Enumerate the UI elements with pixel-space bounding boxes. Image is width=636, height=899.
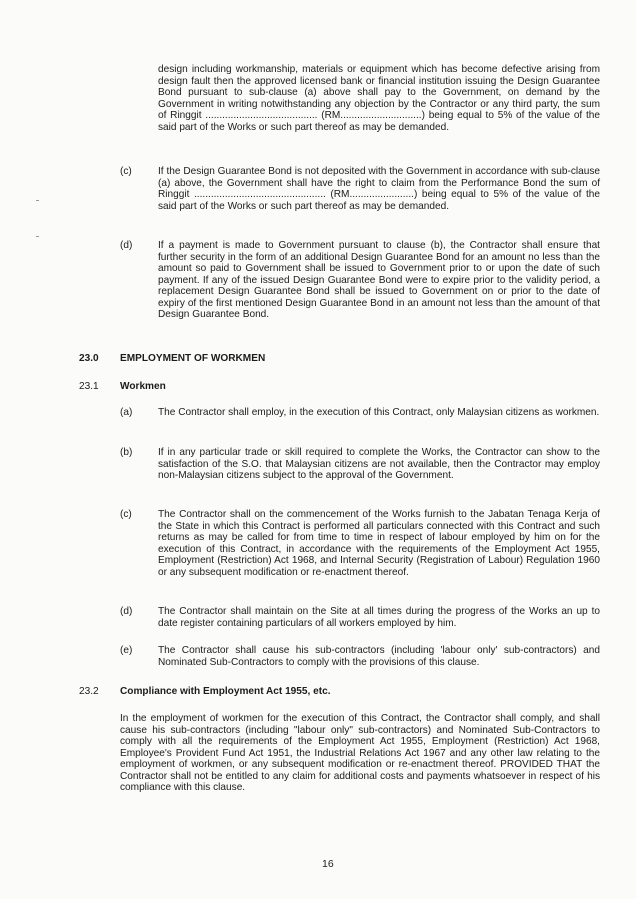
section-23-number: 23.0 (79, 353, 99, 364)
workmen-c-label: (c) (120, 509, 132, 520)
workmen-b-text: If in any particular trade or skill required to complete the Works, the Contractor can show to the satisfaction of the S.O. that Malaysian citizens are not available, then the Contractor may employ non-Malaysian citizens subject to the approval of the Government. (158, 447, 600, 481)
clause-22-d-text: If a payment is made to Government pursuant to clause (b), the Contractor shall ensure that further security in the form of an additional Design Guarantee Bond for an amount no less than the amount so paid to Government shall be issued to Government prior to or upon the date of such payment. If any of the issued Design Guarantee Bond were to expire prior to the validity period, a replacement Design Guarantee Bond shall be issued to Government on or prior to the date of expiry of the first mentioned Design Guarantee Bond in an amount not less than the amount of that Design Guarantee Bond. (158, 240, 600, 320)
clause-22-c-text: If the Design Guarantee Bond is not deposited with the Government in accordance with sub-clause (a) above, the Government shall have the right to claim from the Performance Bond the sum of Ringgit ............................................... (RM.......................) being equal to 5% of the value of the said part of the Works or such part thereof as may be demanded. (158, 166, 600, 212)
section-23-title: EMPLOYMENT OF WORKMEN (120, 353, 266, 364)
workmen-a-text: The Contractor shall employ, in the execution of this Contract, only Malaysian citizens as workmen. (158, 407, 600, 418)
clause-22-d-label: (d) (120, 240, 133, 251)
intro-paragraph: design including workmanship, materials or equipment which has become defective arising from design fault then the approved licensed bank or financial institution issuing the Design Guarantee Bond pursuant to sub-clause (a) above shall pay to the Government, on demand by the Government in writing notwithstanding any objection by the Contractor or any third party, the sum of Ringgit ........................................ (RM.............................) being equal to 5% of the value of the said part of the Works or such part thereof as may be demanded. (158, 64, 600, 133)
workmen-a-label: (a) (120, 407, 133, 418)
workmen-e-text: The Contractor shall cause his sub-contractors (including 'labour only' sub-contractors) and Nominated Sub-Contractors to comply with the provisions of this clause. (158, 645, 600, 668)
section-23-2-number: 23.2 (79, 686, 99, 697)
workmen-c-text: The Contractor shall on the commencement of the Works furnish to the Jabatan Tenaga Kerja of the State in which this Contract is performed all particulars connected with this Contract and such returns as may be called for from time to time in respect of labour employed by him on for the execution of this Contract, in accordance with the requirements of the Employment Act 1955, Employment (Restriction) Act 1968, and Internal Security (Registration of Labour) Regulation 1960 or any subsequent modification or re-enactment thereof. (158, 509, 600, 578)
clause-22-c-label: (c) (120, 166, 132, 177)
workmen-e-label: (e) (120, 645, 133, 656)
page-number: 16 (322, 858, 334, 870)
section-23-2-text: In the employment of workmen for the execution of this Contract, the Contractor shall comply, and shall cause his sub-contractors (including "labour only" sub-contractors) and Nominated Sub-Contractors to comply with all the requirements of the Employment Act 1955, Employment (Restriction) Act 1968, Employee's Provident Fund Act 1951, the Industrial Relations Act 1967 and any other law relating to the employment of workmen, or any subsequent modification or re-enactment thereof. PROVIDED THAT the Contractor shall not be entitled to any claim for additional costs and payments whatsoever in respect of his compliance with this clause. (120, 713, 600, 793)
scan-mark (36, 200, 39, 201)
workmen-d-text: The Contractor shall maintain on the Site at all times during the progress of the Works an up to date register containing particulars of all workers employed by him. (158, 606, 600, 629)
section-23-1-title: Workmen (120, 381, 166, 392)
scan-mark (36, 236, 39, 237)
workmen-b-label: (b) (120, 447, 133, 458)
workmen-d-label: (d) (120, 606, 133, 617)
section-23-2-title: Compliance with Employment Act 1955, etc. (120, 686, 331, 697)
section-23-1-number: 23.1 (79, 381, 99, 392)
